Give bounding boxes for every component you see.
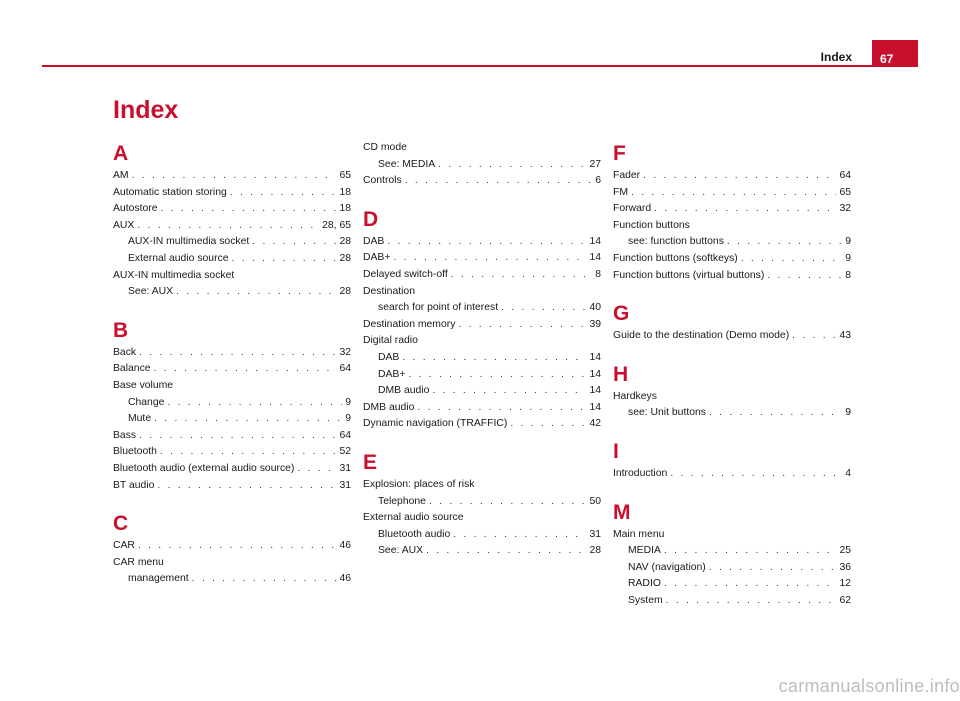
index-heading: External audio source: [363, 512, 464, 524]
entry-label: DMB audio: [378, 385, 430, 397]
entry-page-number: 28: [339, 236, 351, 248]
entry-page-number: 9: [845, 407, 851, 419]
index-subentry: [113, 251, 351, 268]
dot-leader: [176, 284, 336, 301]
index-subentry: [613, 543, 851, 560]
entry-label: Bluetooth: [113, 446, 157, 458]
entry-page-number: 25: [839, 545, 851, 557]
entry-page-number: 32: [339, 346, 351, 358]
entry-label: External audio source: [128, 252, 229, 264]
dot-leader: [393, 250, 586, 267]
index-subentry: [113, 571, 351, 588]
entry-label: See: AUX: [128, 286, 174, 298]
index-entry: [113, 444, 351, 461]
entry-page-number: 8: [845, 269, 851, 281]
entry-page-number: 52: [339, 446, 351, 458]
entry-page-number: 50: [589, 495, 601, 507]
entry-label: see: function buttons: [628, 236, 724, 248]
index-entry: [613, 268, 851, 285]
entry-page-number: 42: [589, 418, 601, 430]
entry-label: Delayed switch-off: [363, 268, 448, 280]
dot-leader: [417, 400, 586, 417]
entry-label: Change: [128, 396, 165, 408]
index-entry: [113, 201, 351, 218]
entry-label: RADIO: [628, 578, 661, 590]
index-entry: [113, 218, 351, 235]
entry-page-number: 14: [589, 351, 601, 363]
index-column-1: [113, 140, 351, 588]
index-heading: CAR menu: [113, 556, 164, 568]
entry-page-number: 39: [589, 318, 601, 330]
dot-leader: [387, 234, 586, 251]
entry-label: System: [628, 594, 663, 606]
entry-label: Mute: [128, 413, 152, 425]
index-entry: [113, 185, 351, 202]
dot-leader: [139, 345, 336, 362]
index-subentry: [363, 383, 601, 400]
header-rule: [42, 65, 918, 67]
page-number-badge: 67: [872, 40, 918, 67]
dot-leader: [643, 168, 836, 185]
entry-label: Guide to the destination (Demo mode): [613, 330, 790, 342]
dot-leader: [792, 328, 836, 345]
entry-label: Automatic station storing: [113, 186, 227, 198]
entry-label: Balance: [113, 363, 151, 375]
dot-leader: [501, 300, 586, 317]
section-letter: C: [113, 512, 129, 536]
dot-leader: [137, 218, 319, 235]
dot-leader: [664, 576, 837, 593]
entry-page-number: 28: [589, 545, 601, 557]
index-column-3: [613, 140, 851, 610]
entry-page-number: 18: [339, 186, 351, 198]
running-header-title: Index: [820, 50, 852, 64]
index-heading: Main menu: [613, 528, 665, 540]
dot-leader: [458, 317, 586, 334]
entry-page-number: 31: [589, 528, 601, 540]
entry-page-number: 9: [845, 236, 851, 248]
index-heading: Destination: [363, 285, 415, 297]
section-letter: A: [113, 142, 129, 165]
dot-leader: [167, 395, 342, 412]
section-letter: I: [613, 439, 619, 463]
index-entry: [113, 428, 351, 445]
entry-label: DAB: [378, 351, 400, 363]
entry-page-number: 32: [839, 203, 851, 215]
entry-page-number: 65: [339, 170, 351, 181]
entry-page-number: 28, 65: [322, 219, 351, 231]
entry-label: Forward: [613, 203, 652, 215]
entry-page-number: 31: [339, 479, 351, 491]
entry-page-number: 43: [839, 330, 851, 342]
index-subentry: [613, 405, 851, 422]
entry-label: Back: [113, 346, 137, 358]
index-heading: Digital radio: [363, 335, 418, 347]
dot-leader: [451, 267, 593, 284]
entry-label: See: MEDIA: [378, 158, 436, 170]
index-entry: [613, 185, 851, 202]
index-heading: AUX-IN multimedia socket: [113, 269, 235, 281]
entry-page-number: 65: [839, 186, 851, 198]
dot-leader: [402, 350, 586, 367]
page-title: Index: [113, 96, 179, 124]
entry-label: Bluetooth audio: [378, 528, 451, 540]
entry-page-number: 14: [589, 401, 601, 413]
index-entry: [113, 461, 351, 478]
section-letter: G: [613, 302, 630, 326]
entry-label: DAB+: [363, 252, 391, 264]
entry-label: AUX: [113, 219, 135, 231]
entry-page-number: 18: [339, 203, 351, 215]
entry-label: see: Unit buttons: [628, 407, 706, 419]
index-subentry: [613, 593, 851, 610]
index-subentry: [613, 234, 851, 251]
entry-label: Bluetooth audio (external audio source): [113, 462, 295, 474]
entry-page-number: 9: [345, 413, 351, 425]
entry-page-number: 64: [839, 170, 851, 181]
entry-label: AM: [113, 170, 129, 181]
index-subentry: [363, 527, 601, 544]
index-entry: [363, 267, 601, 284]
index-entry: [363, 234, 601, 251]
entry-label: BT audio: [113, 479, 155, 491]
index-subentry: [113, 284, 351, 301]
entry-label: Bass: [113, 429, 137, 441]
entry-page-number: 14: [589, 385, 601, 397]
dot-leader: [405, 173, 593, 190]
dot-leader: [453, 527, 586, 544]
entry-page-number: 28: [339, 252, 351, 264]
dot-leader: [232, 251, 337, 268]
index-entry: [363, 317, 601, 334]
entry-label: DAB+: [378, 368, 406, 380]
index-entry: [113, 345, 351, 362]
dot-leader: [132, 168, 337, 185]
index-entry: [613, 201, 851, 218]
dot-leader: [429, 494, 586, 511]
index-subentry: [363, 350, 601, 367]
entry-page-number: 46: [339, 540, 351, 552]
index-subentry: [113, 234, 351, 251]
entry-label: Function buttons (softkeys): [613, 252, 738, 264]
entry-label: Controls: [363, 175, 402, 187]
entry-label: See: AUX: [378, 545, 424, 557]
entry-label: DAB: [363, 235, 385, 247]
dot-leader: [297, 461, 336, 478]
dot-leader: [709, 405, 842, 422]
entry-label: NAV (navigation): [628, 561, 706, 573]
index-heading: Hardkeys: [613, 390, 657, 402]
entry-page-number: 64: [339, 363, 351, 375]
entry-label: AUX-IN multimedia socket: [128, 236, 250, 248]
entry-label: Dynamic navigation (TRAFFIC): [363, 418, 508, 430]
entry-page-number: 12: [839, 578, 851, 590]
entry-label: Autostore: [113, 203, 158, 215]
section-letter: B: [113, 318, 129, 342]
dot-leader: [160, 444, 337, 461]
dot-leader: [767, 268, 842, 285]
entry-label: Introduction: [613, 467, 668, 479]
dot-leader: [631, 185, 836, 202]
index-entry: [113, 478, 351, 495]
index-entry: [113, 361, 351, 378]
section-letter: E: [363, 450, 378, 474]
index-entry: [113, 538, 351, 555]
index-entry: [363, 400, 601, 417]
dot-leader: [510, 416, 586, 433]
index-subentry: [363, 300, 601, 317]
entry-page-number: 27: [589, 158, 601, 170]
dot-leader: [154, 411, 342, 428]
entry-label: DMB audio: [363, 401, 415, 413]
dot-leader: [727, 234, 842, 251]
watermark: carmanualsonline.info: [778, 676, 960, 696]
entry-page-number: 14: [589, 252, 601, 264]
entry-page-number: 62: [839, 594, 851, 606]
index-subentry: [613, 560, 851, 577]
index-subentry: [363, 543, 601, 560]
entry-page-number: 4: [845, 467, 851, 479]
entry-label: FM: [613, 186, 629, 198]
dot-leader: [408, 367, 586, 384]
entry-label: search for point of interest: [378, 302, 499, 314]
section-letter: F: [613, 142, 626, 165]
dot-leader: [670, 466, 842, 483]
index-entry: [363, 250, 601, 267]
dot-leader: [709, 560, 837, 577]
section-letter: D: [363, 207, 379, 231]
dot-leader: [139, 428, 336, 445]
index-column-2: [363, 140, 601, 560]
index-entry: [113, 168, 351, 185]
index-entry: [613, 328, 851, 345]
entry-label: MEDIA: [628, 545, 661, 557]
entry-page-number: 31: [339, 462, 351, 474]
dot-leader: [654, 201, 836, 218]
index-entry: [363, 416, 601, 433]
entry-page-number: 46: [339, 573, 351, 585]
dot-leader: [666, 593, 837, 610]
index-heading: CD mode: [363, 142, 407, 153]
section-letter: H: [613, 362, 629, 386]
entry-page-number: 14: [589, 235, 601, 247]
dot-leader: [432, 383, 586, 400]
dot-leader: [664, 543, 837, 560]
dot-leader: [230, 185, 337, 202]
dot-leader: [252, 234, 336, 251]
index-subentry: [363, 367, 601, 384]
index-heading: Explosion: places of risk: [363, 478, 475, 490]
entry-page-number: 64: [339, 429, 351, 441]
entry-page-number: 40: [589, 302, 601, 314]
entry-label: CAR: [113, 540, 135, 552]
entry-label: Destination memory: [363, 318, 456, 330]
dot-leader: [192, 571, 337, 588]
index-subentry: [113, 411, 351, 428]
index-entry: [613, 168, 851, 185]
dot-leader: [160, 201, 336, 218]
entry-label: Telephone: [378, 495, 426, 507]
index-subentry: [363, 494, 601, 511]
dot-leader: [157, 478, 336, 495]
index-heading: Base volume: [113, 379, 174, 391]
index-entry: [363, 173, 601, 190]
entry-label: Function buttons (virtual buttons): [613, 269, 765, 281]
entry-label: Fader: [613, 170, 641, 181]
entry-page-number: 9: [345, 396, 351, 408]
index-subentry: [613, 576, 851, 593]
entry-page-number: 36: [839, 561, 851, 573]
dot-leader: [426, 543, 586, 560]
index-entry: [613, 466, 851, 483]
dot-leader: [741, 251, 842, 268]
entry-page-number: 8: [595, 268, 601, 280]
index-subentry: [363, 157, 601, 174]
index-subentry: [113, 395, 351, 412]
entry-page-number: 6: [595, 175, 601, 187]
entry-label: management: [128, 573, 189, 585]
entry-page-number: 14: [589, 368, 601, 380]
dot-leader: [138, 538, 336, 555]
section-letter: M: [613, 500, 631, 524]
dot-leader: [438, 157, 586, 174]
entry-page-number: 28: [339, 286, 351, 298]
index-entry: [613, 251, 851, 268]
dot-leader: [154, 361, 337, 378]
index-heading: Function buttons: [613, 219, 690, 231]
entry-page-number: 9: [845, 252, 851, 264]
